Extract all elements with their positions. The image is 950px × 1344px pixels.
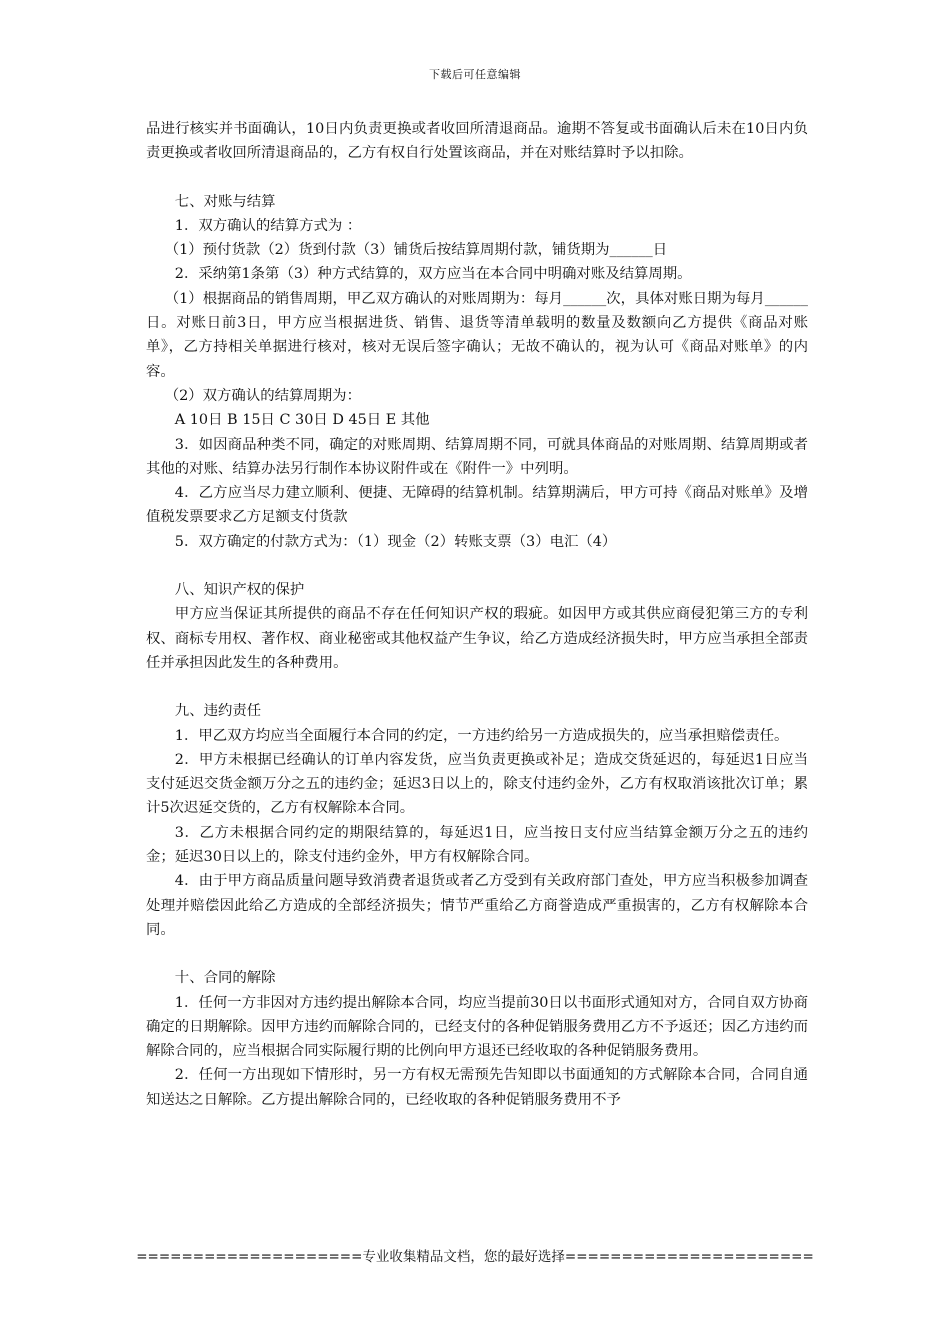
paragraph: 七、对账与结算 (174, 193, 276, 210)
page-header: 下载后可任意编辑 (429, 68, 521, 81)
paragraph: 十、合同的解除 (174, 970, 276, 987)
paragraph: 品进行核实并书面确认，10日内负责更换或者收回所清退商品。逾期不答复或书面确认后未在10日内负责更换或者收回所清退商品的，乙方有权自行处置该商品，并在对账结算时予以扣除。 (146, 121, 808, 162)
document-body (146, 117, 808, 1112)
paragraph: 九、违约责任 (174, 703, 262, 720)
paragraph-gap (146, 675, 808, 699)
paragraph: （1）预付货款（2）货到付款（3）铺货后按结算周期付款，铺货期为______日 (164, 242, 668, 259)
paragraph: 2．甲方未根据已经确认的订单内容发货，应当负责更换或补足；造成交货延迟的，每延迟1日应当支付延迟交货金额万分之五的违约金；延迟3日以上的，除支付违约金外，乙方有权取消该批次订单；累计5次迟延交货的，乙方有权解除本合同。 (146, 751, 808, 817)
paragraph: 3．如因商品种类不同，确定的对账周期、结算周期不同，可就具体商品的对账周期、结算周期或者其他的对账、结算办法另行制作本协议附件或在《附件一》中列明。 (146, 436, 808, 477)
paragraph: 八、知识产权的保护 (174, 582, 305, 599)
paragraph: 2．采纳第1条第（3）种方式结算的，双方应当在本合同中明确对账及结算周期。 (174, 266, 692, 283)
paragraph: 1．任何一方非因对方违约提出解除本合同，均应当提前30日以书面形式通知对方，合同自双方协商确定的日期解除。因甲方违约而解除合同的，已经支付的各种促销服务费用乙方不予返还；因乙方违约而解除合同的，应当根据合同实际履行期的比例向甲方退还已经收取的各种促销服务费用。 (146, 994, 808, 1060)
paragraph: 1．双方确认的结算方式为 ： (174, 217, 362, 234)
page-footer: ====================专业收集精品文档，您的最好选择====================== (136, 1249, 814, 1265)
paragraph-gap (146, 942, 808, 966)
paragraph: （1）根据商品的销售周期，甲乙双方确认的对账周期为：每月______次，具体对账日期为每月______日。对账日前3日，甲方应当根据进货、销售、退货等清单载明的数量及数额向乙方提供《商品对账单》，乙方持相关单据进行核对，核对无误后签字确认；无故不确认的，视为认可《商品对账单》的内容。 (146, 290, 808, 380)
paragraph: 3．乙方未根据合同约定的期限结算的，每延迟1日，应当按日支付应当结算金额万分之五的违约金；延迟30日以上的，除支付违约金外，甲方有权解除合同。 (146, 824, 808, 866)
paragraph: （2）双方确认的结算周期为： (164, 387, 361, 404)
paragraph: 4．乙方应当尽力建立顺利、便捷、无障碍的结算机制。结算期满后，甲方可持《商品对账单》及增值税发票要求乙方足额支付货款 (146, 485, 808, 526)
paragraph: 4．由于甲方商品质量问题导致消费者退货或者乙方受到有关政府部门查处，甲方应当积极参加调查处理并赔偿因此给乙方造成的全部经济损失；情节严重给乙方商誉造成严重损害的，乙方有权解除本合同。 (146, 873, 808, 938)
paragraph-gap (146, 166, 808, 190)
paragraph: A 10日 B 15日 C 30日 D 45日 E 其他 (174, 412, 430, 429)
paragraph: 5．双方确定的付款方式为：（1）现金（2）转账支票（3）电汇（4） (174, 533, 617, 550)
paragraph: 2．任何一方出现如下情形时，另一方有权无需预先告知即以书面通知的方式解除本合同，合同自通知送达之日解除。乙方提出解除合同的，已经收取的各种促销服务费用不予 (146, 1067, 808, 1108)
paragraph: 1．甲乙双方均应当全面履行本合同的约定，一方违约给另一方造成损失的，应当承担赔偿责任。 (174, 727, 789, 744)
paragraph: 甲方应当保证其所提供的商品不存在任何知识产权的瑕疵。如因甲方或其供应商侵犯第三方的专利权、商标专用权、著作权、商业秘密或其他权益产生争议，给乙方造成经济损失时，甲方应当承担全部责任并承担因此发生的各种费用。 (146, 606, 808, 671)
paragraph-gap (146, 554, 808, 578)
